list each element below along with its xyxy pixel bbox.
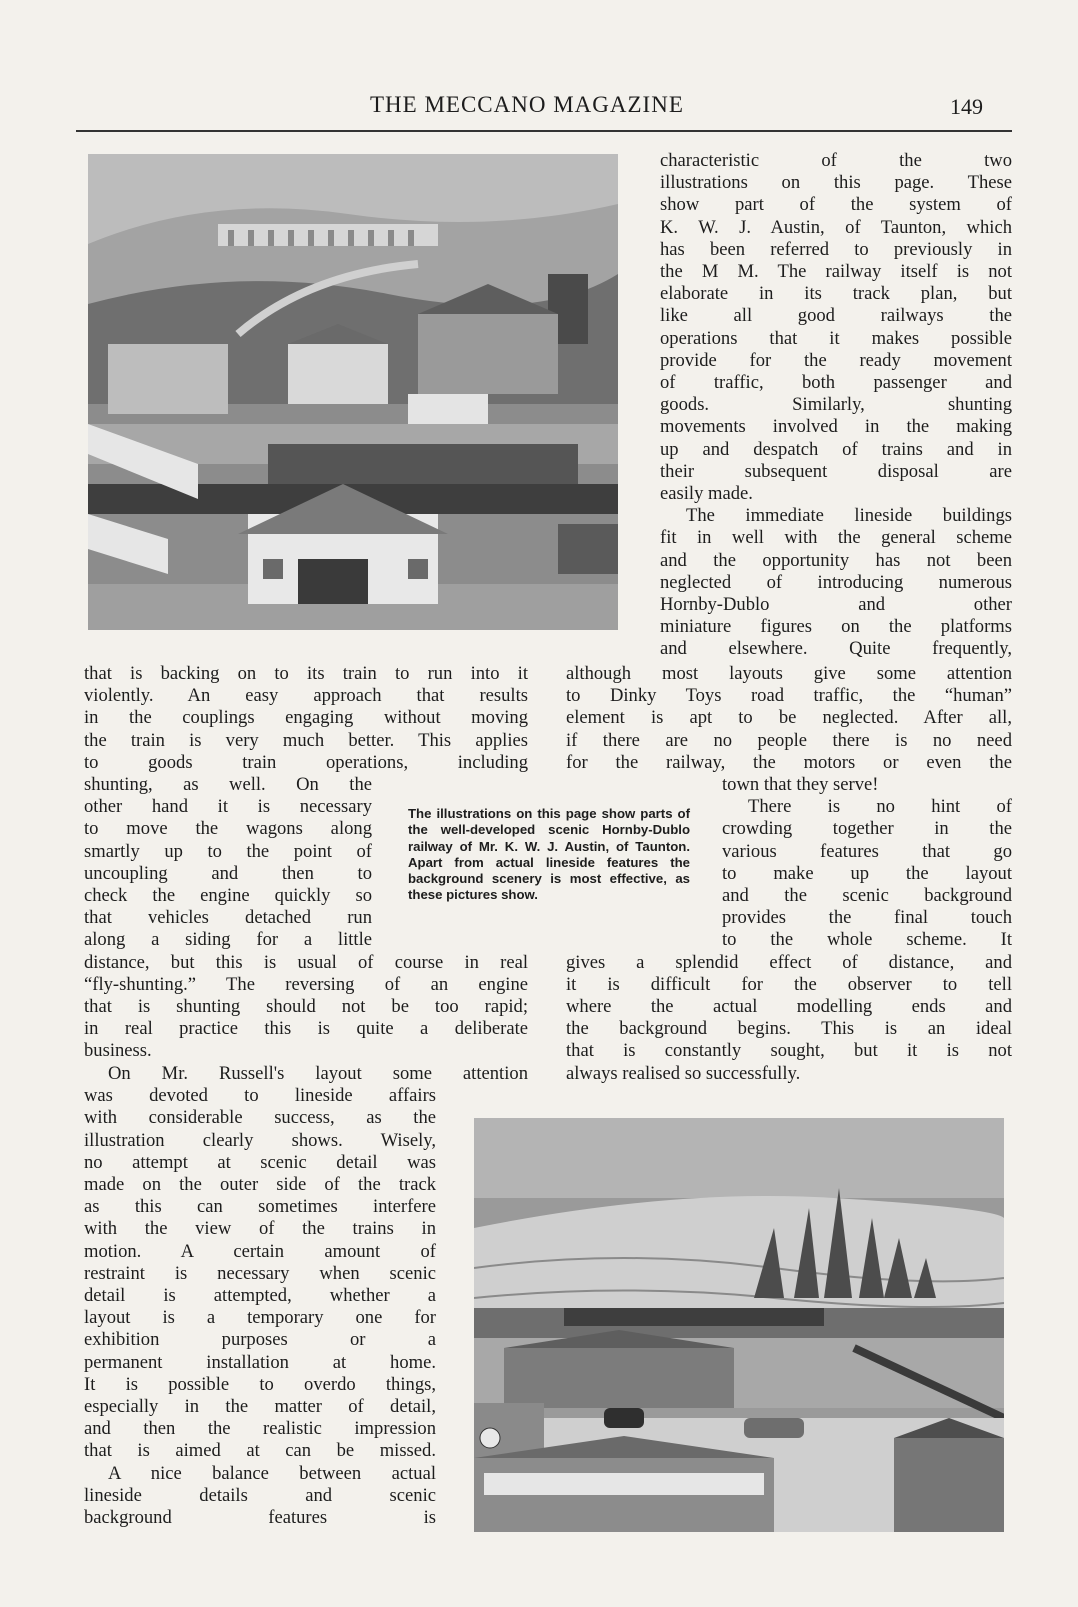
text-line: elaborate in its track plan, but bbox=[660, 283, 1012, 305]
text-line: to move the wagons along bbox=[84, 818, 372, 840]
text-line: “fly-shunting.” The reversing of an engine bbox=[84, 973, 528, 995]
text-line: exhibition purposes or a bbox=[84, 1329, 436, 1351]
text-line: with considerable success, as the bbox=[84, 1107, 436, 1129]
text-line: smartly up to the point of bbox=[84, 840, 372, 862]
text-line: various features that go bbox=[722, 840, 1012, 862]
text-line: detail is attempted, whether a bbox=[84, 1285, 436, 1307]
text-line: that is shunting should not be too rapid; bbox=[84, 996, 528, 1018]
text-line: layout is a temporary one for bbox=[84, 1307, 436, 1329]
text-line: of traffic, both passenger and bbox=[660, 372, 1012, 394]
text-line: that is constantly sought, but it is not bbox=[566, 1040, 1012, 1062]
text-line: that is aimed at can be missed. bbox=[84, 1440, 436, 1462]
text-line: although most layouts give some attention bbox=[566, 663, 1012, 684]
text-line: other hand it is necessary bbox=[84, 796, 372, 818]
text-line: if there are no people there is no need bbox=[566, 729, 1012, 751]
text-line: permanent installation at home. bbox=[84, 1351, 436, 1373]
text-line: and the opportunity has not been bbox=[660, 549, 1012, 571]
right-column-middle-text bbox=[566, 663, 1012, 1085]
photo-caption: The illustrations on this page show parts of the well-developed scenic Hornby-Dublo railway of Mr. K. W. J. Austin, of Taunton. Apart from actual lineside features the background scenery is most effective, as these pictures show. bbox=[408, 806, 690, 903]
text-line: in the couplings engaging without moving bbox=[84, 707, 528, 729]
text-line: fit in well with the general scheme bbox=[660, 527, 1012, 549]
text-line: restraint is necessary when scenic bbox=[84, 1262, 436, 1284]
text-line: made on the outer side of the track bbox=[84, 1174, 436, 1196]
text-line: it is difficult for the observer to tell bbox=[566, 973, 1012, 995]
text-line: check the engine quickly so bbox=[84, 885, 372, 907]
text-line: to Dinky Toys road traffic, the “human” bbox=[566, 685, 1012, 707]
text-line: to goods train operations, including bbox=[84, 751, 528, 773]
text-line: business. bbox=[84, 1040, 152, 1062]
text-line: The immediate lineside buildings bbox=[686, 505, 1012, 527]
photo-station-scene bbox=[88, 154, 618, 630]
text-line: shunting, as well. On the bbox=[84, 774, 372, 796]
text-line: illustrations on this page. These bbox=[660, 172, 1012, 194]
text-line: and elsewhere. Quite frequently, bbox=[660, 638, 1012, 660]
text-line: distance, but this is usual of course in real bbox=[84, 951, 528, 973]
text-line: especially in the matter of detail, bbox=[84, 1396, 436, 1418]
text-line: for the railway, the motors or even the bbox=[566, 751, 1012, 773]
text-line: operations that it makes possible bbox=[660, 327, 1012, 349]
text-line: lineside details and scenic bbox=[84, 1484, 436, 1506]
text-line: their subsequent disposal are bbox=[660, 460, 1012, 482]
text-line: motion. A certain amount of bbox=[84, 1240, 436, 1262]
text-line: background features is bbox=[84, 1507, 436, 1529]
text-line: and the scenic background bbox=[722, 885, 1012, 907]
text-line: provide for the ready movement bbox=[660, 349, 1012, 371]
text-line: with the view of the trains in bbox=[84, 1218, 436, 1240]
text-line: the M M. The railway itself is not bbox=[660, 261, 1012, 283]
text-line: illustration clearly shows. Wisely, bbox=[84, 1129, 436, 1151]
text-line: that is backing on to its train to run into it bbox=[84, 663, 528, 684]
text-line: Hornby-Dublo and other bbox=[660, 594, 1012, 616]
text-line: It is possible to overdo things, bbox=[84, 1373, 436, 1395]
text-line: along a siding for a little bbox=[84, 929, 372, 951]
text-line: miniature figures on the platforms bbox=[660, 616, 1012, 638]
text-line: that vehicles detached run bbox=[84, 907, 372, 929]
text-line: town that they serve! bbox=[722, 774, 879, 796]
text-line: where the actual modelling ends and bbox=[566, 996, 1012, 1018]
text-line: the train is very much better. This applies bbox=[84, 729, 528, 751]
text-line: was devoted to lineside affairs bbox=[84, 1085, 436, 1107]
text-line: provides the final touch bbox=[722, 907, 1012, 929]
text-line: and then the realistic impression bbox=[84, 1418, 436, 1440]
text-line: goods. Similarly, shunting bbox=[660, 394, 1012, 416]
left-column-bottom-text bbox=[84, 1063, 528, 1529]
text-line: to the whole scheme. It bbox=[722, 929, 1012, 951]
text-line: A nice balance between actual bbox=[108, 1462, 436, 1484]
text-line: always realised so successfully. bbox=[566, 1062, 801, 1084]
text-line: the background begins. This is an ideal bbox=[566, 1018, 1012, 1040]
text-line: neglected of introducing numerous bbox=[660, 571, 1012, 593]
text-line: K. W. J. Austin, of Taunton, which bbox=[660, 216, 1012, 238]
text-line: uncoupling and then to bbox=[84, 862, 372, 884]
text-line: up and despatch of trains and in bbox=[660, 438, 1012, 460]
text-line: as this can sometimes interfere bbox=[84, 1196, 436, 1218]
text-line: easily made. bbox=[660, 483, 753, 505]
text-line: On Mr. Russell's layout some attention bbox=[108, 1063, 528, 1084]
text-line: crowding together in the bbox=[722, 818, 1012, 840]
text-line: like all good railways the bbox=[660, 305, 1012, 327]
header-rule bbox=[76, 130, 1012, 132]
magazine-title: THE MECCANO MAGAZINE bbox=[370, 92, 684, 117]
text-line: There is no hint of bbox=[748, 796, 1012, 818]
right-column-top-text bbox=[660, 150, 1012, 661]
text-line: gives a splendid effect of distance, and bbox=[566, 951, 1012, 973]
text-line: show part of the system of bbox=[660, 194, 1012, 216]
photo-town-scene bbox=[474, 1118, 1004, 1532]
text-line: element is apt to be neglected. After all, bbox=[566, 707, 1012, 729]
text-line: characteristic of the two bbox=[660, 150, 1012, 171]
text-line: violently. An easy approach that results bbox=[84, 685, 528, 707]
page-number: 149 bbox=[950, 94, 983, 119]
text-line: no attempt at scenic detail was bbox=[84, 1151, 436, 1173]
text-line: has been referred to previously in bbox=[660, 238, 1012, 260]
text-line: movements involved in the making bbox=[660, 416, 1012, 438]
text-line: to make up the layout bbox=[722, 862, 1012, 884]
text-line: in real practice this is quite a deliberate bbox=[84, 1018, 528, 1040]
